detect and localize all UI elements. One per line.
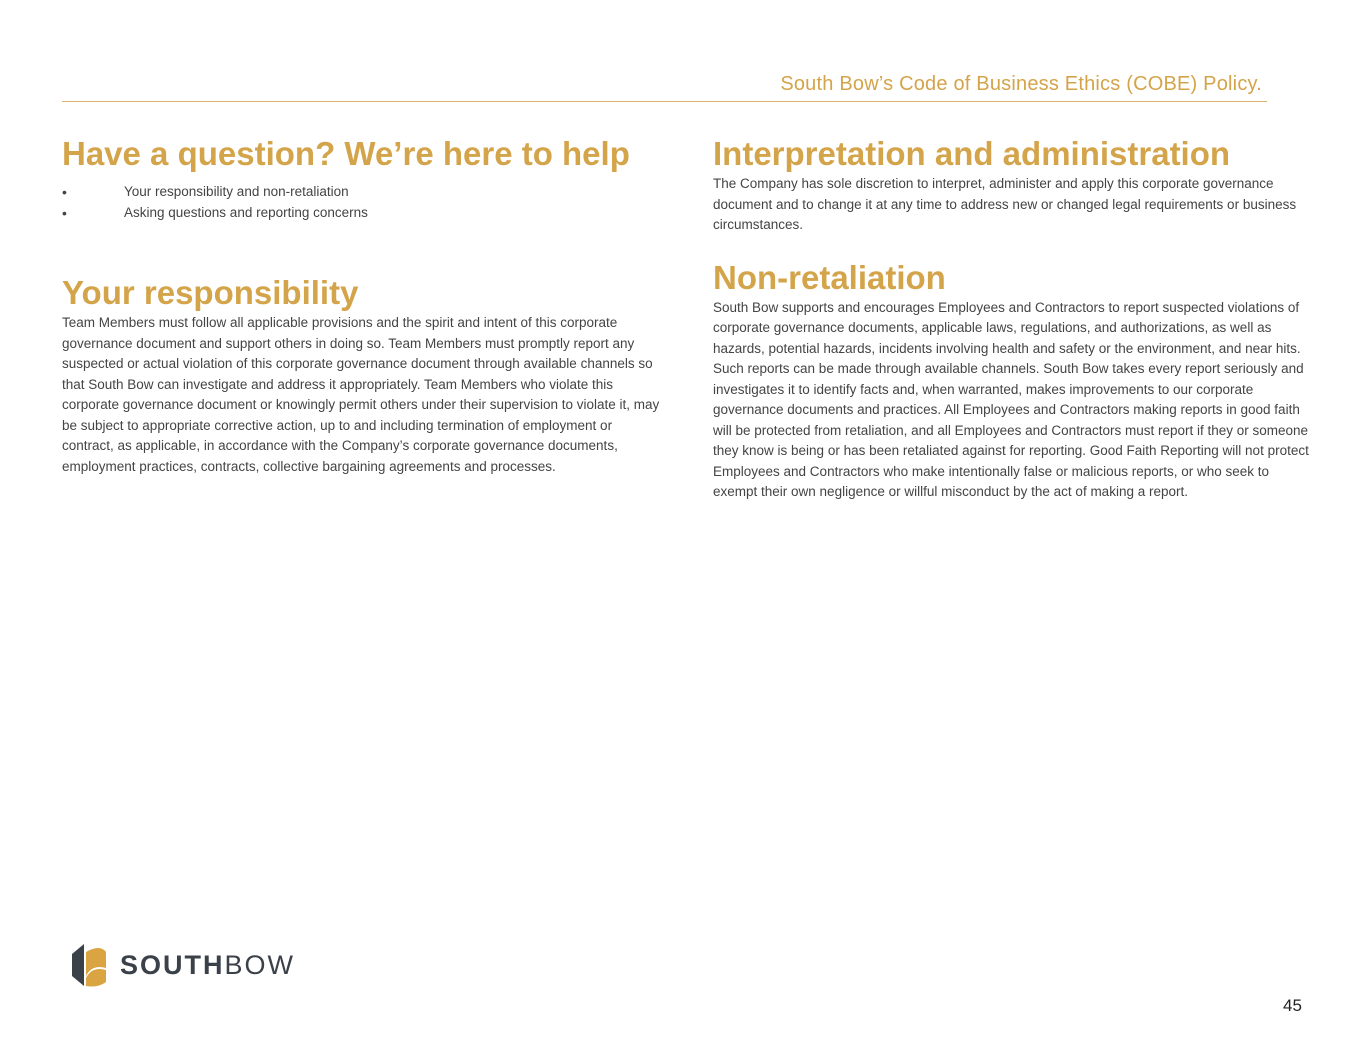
bullet-glyph: • bbox=[62, 184, 67, 200]
southbow-logo-icon bbox=[70, 942, 110, 988]
right-column bbox=[713, 134, 1313, 503]
header-divider bbox=[62, 101, 1267, 102]
left-column bbox=[62, 134, 662, 477]
help-bullet-list bbox=[62, 182, 662, 223]
list-item bbox=[62, 203, 662, 224]
bullet-glyph: • bbox=[62, 204, 67, 221]
interpretation-paragraph: The Company has sole discretion to interpret, administer and apply this corporate governance document and to change it at any time to address new or changed legal requirements or business circumstances. bbox=[713, 176, 1297, 232]
bullet-text: Your responsibility and non-retaliation bbox=[124, 184, 349, 199]
logo-wordmark-bold: SOUTH bbox=[120, 949, 225, 980]
document-header-title: South Bow’s Code of Business Ethics (COBE) Policy. bbox=[780, 73, 1262, 95]
nonretaliation-heading: Non-retaliation bbox=[713, 258, 946, 296]
page-number: 45 bbox=[1283, 996, 1302, 1015]
list-item bbox=[62, 182, 662, 203]
bullet-text: Asking questions and reporting concerns bbox=[124, 204, 368, 220]
logo-wordmark-light: BOW bbox=[224, 949, 295, 980]
interpretation-heading: Interpretation and administration bbox=[713, 135, 1231, 172]
logo-wordmark bbox=[120, 950, 295, 981]
help-heading: Have a question? We’re here to help bbox=[62, 135, 630, 172]
nonretaliation-paragraph: South Bow supports and encourages Employees and Contractors to report suspected violations of corporate governance documents, applicable laws, regulations, and authorizations, as well as hazards, potential hazards, incidents involving health and safety or the environment, and near hits. Such reports can be made through available channels. South Bow takes every report seriously and investigates it to identify facts and, when warranted, makes improvements to our corporate governance documents and practices. All Employees and Contractors making reports in good faith will be protected from retaliation, and all Employees and Contractors must report if they or someone they know is being or has been retaliated against for reporting. Good Faith Reporting will not protect Employees and Contractors who make intentionally false or malicious reports, or who seek to exempt their own negligence or willful misconduct by the act of making a report. bbox=[713, 299, 1309, 499]
southbow-logo bbox=[70, 942, 295, 988]
responsibility-heading: Your responsibility bbox=[62, 274, 359, 311]
responsibility-paragraph: Team Members must follow all applicable provisions and the spirit and intent of this corporate governance document and support others in doing so. Team Members must promptly report any suspected or actual violation of this corporate governance document through available channels so that South Bow can investigate and address it appropriately. Team Members who violate this corporate governance document or knowingly permit others under their supervision to violate it, may be subject to appropriate corrective action, up to and including termination of employment or contract, as applicable, in accordance with the Company’s corporate governance documents, employment practices, contracts, collective bargaining agreements and processes. bbox=[62, 315, 660, 474]
